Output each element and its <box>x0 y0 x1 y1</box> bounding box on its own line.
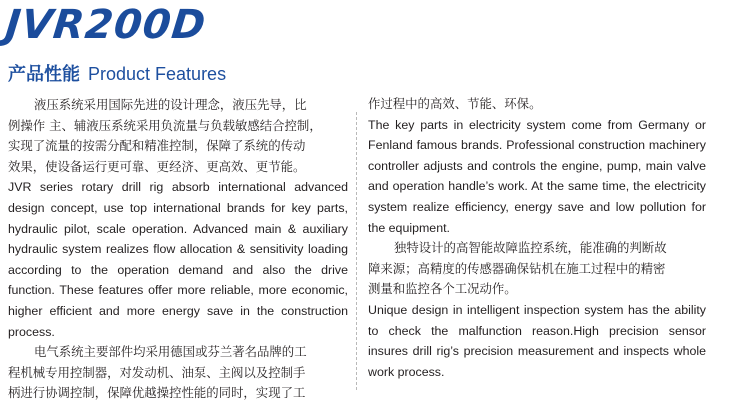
heading-english: Product Features <box>88 64 227 84</box>
section-heading <box>8 63 226 86</box>
electric-paragraph-chinese-continued: 作过程中的高效、节能、环保。 <box>368 96 542 111</box>
heading-chinese: 产品性能 <box>8 64 80 85</box>
hydraulic-paragraph-english: JVR series rotary drill rig absorb international advanced design concept, use top international brands for key parts, hydraulic pilot, scale operation. Advanced main & auxiliary hydraulic system realizes flow allocation & sensitivity loading according to the operation demand and also the drive function. These features offer more reliable, more economic, higher efficient and more energy save in the construction process. <box>8 180 348 339</box>
right-column <box>368 94 706 382</box>
model-title: JVR200D <box>3 2 209 48</box>
inspection-paragraph-chinese: 独特设计的高智能故障监控系统，能准确的判断故 障来源；高精度的传感器确保钻机在施工过程中的精密 测量和监控各个工况动作。 <box>368 240 667 297</box>
hydraulic-paragraph-chinese: 液压系统采用国际先进的设计理念，液压先导，比 例操作 主、辅液压系统采用负流量与负载敏感结合控制， 实现了流量的按需分配和精准控制，保障了系统的传动 效果，使设备运行更可靠、更经济、更高效、更节能。 <box>8 97 322 174</box>
electric-paragraph-chinese: 电气系统主要部件均采用德国或芬兰著名品牌的工 程机械专用控制器，对发动机、油泵、主阀以及控制手 柄进行协调控制，保障优越操控性能的同时，实现了工 <box>8 344 307 401</box>
column-divider <box>356 112 357 390</box>
electric-paragraph-english: The key parts in electricity system come from Germany or Fenland famous brands. Professional construction machinery controller adjusts and controls the engine, pump, main valve and operation handle’s work. At the same time, the electricity system realize efficiency, energy save and low pollution for the equipment. <box>368 117 706 235</box>
inspection-paragraph-english: Unique design in intelligent inspection system has the ability to check the malfunction reason.High precision sensor insures drill rig’s precision measurement and inspects whole work process. <box>368 302 706 379</box>
left-column <box>8 95 348 404</box>
